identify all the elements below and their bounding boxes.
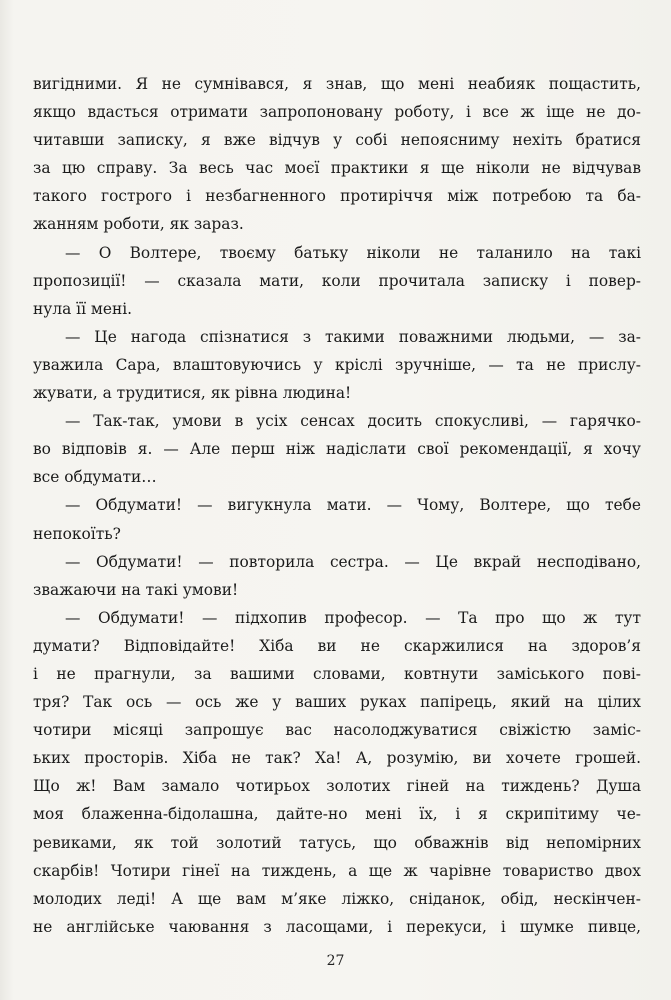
text-line: такого гострого і незбагненного протиріччя між потребою та ба- [33,187,641,206]
text-line: за цю справу. За весь час моєї практики я ще ніколи не відчував [33,159,641,178]
text-line: жанням роботи, як зараз. [33,215,244,234]
text-line: все обдумати… [33,468,157,487]
text-line: вигідними. Я не сумнівався, я знав, що мені неабияк пощастить, [33,75,641,93]
text-line: чотири місяці запрошує вас насолоджуватися свіжістю заміс- [33,721,641,740]
text-line: моя блаженна-бідолашна, дайте-но мені їх, і я скрипітиму че- [33,805,641,824]
text-line: — Обдумати! — вигукнула мати. — Чому, Волтере, що тебе [65,496,641,515]
text-line: молодих леді! А ще вам м’яке ліжко, сніданок, обід, нескінчен- [33,889,641,908]
text-line: — О Волтере, твоєму батьку ніколи не таланило на такі [65,243,641,262]
text-line: скарбів! Чотири гінеї на тиждень, а ще ж чарівне товариство двох [33,861,641,880]
text-line: пропозиції! — сказала мати, коли прочитала записку і повер- [33,271,641,290]
text-line: уважила Сара, влаштовуючись у кріслі зручніше, — та не прислу- [33,355,641,374]
text-line: читавши записку, я вже відчув у собі непоясниму нехіть братися [33,131,641,150]
text-line: не англійське чаювання з ласощами, і перекуси, і шумке пивце, [33,917,641,936]
text-line: непокоїть? [33,524,121,543]
text-line: — Так-так, умови в усіх сенсах досить спокусливі, — гарячко- [65,412,641,431]
text-line: Що ж! Вам замало чотирьох золотих гіней на тиждень? Душа [33,777,641,796]
text-line: нула її мені. [33,299,133,318]
text-line: зважаючи на такі умови! [33,580,239,599]
text-line: ьких просторів. Хіба не так? Ха! А, розумію, ви хочете грошей. [33,749,641,768]
page-number: 27 [326,953,345,969]
body-text [33,70,641,941]
text-line: якщо вдасться отримати запропоновану роботу, і все ж іще не до- [33,103,641,122]
text-line: — Обдумати! — підхопив професор. — Та про що ж тут [65,608,641,627]
text-line: ревиками, як той золотий татусь, що обважнів від непомірних [33,833,641,852]
text-line: во відповів я. — Але перш ніж надіслати свої рекомендації, я хочу [33,440,641,459]
text-line: жувати, а трудитися, як рівна людина! [33,384,352,403]
text-line: тря? Так ось — ось же у ваших руках папірець, який на цілих [33,693,641,712]
text-line: — Обдумати! — повторила сестра. — Це вкрай несподівано, [65,552,641,571]
text-line: і не прагнули, за вашими словами, ковтнути заміського пові- [33,664,641,683]
text-line: думати? Відповідайте! Хіба ви не скаржилися на здоров’я [33,636,641,655]
text-line: — Це нагода спізнатися з такими поважними людьми, — за- [65,327,641,346]
